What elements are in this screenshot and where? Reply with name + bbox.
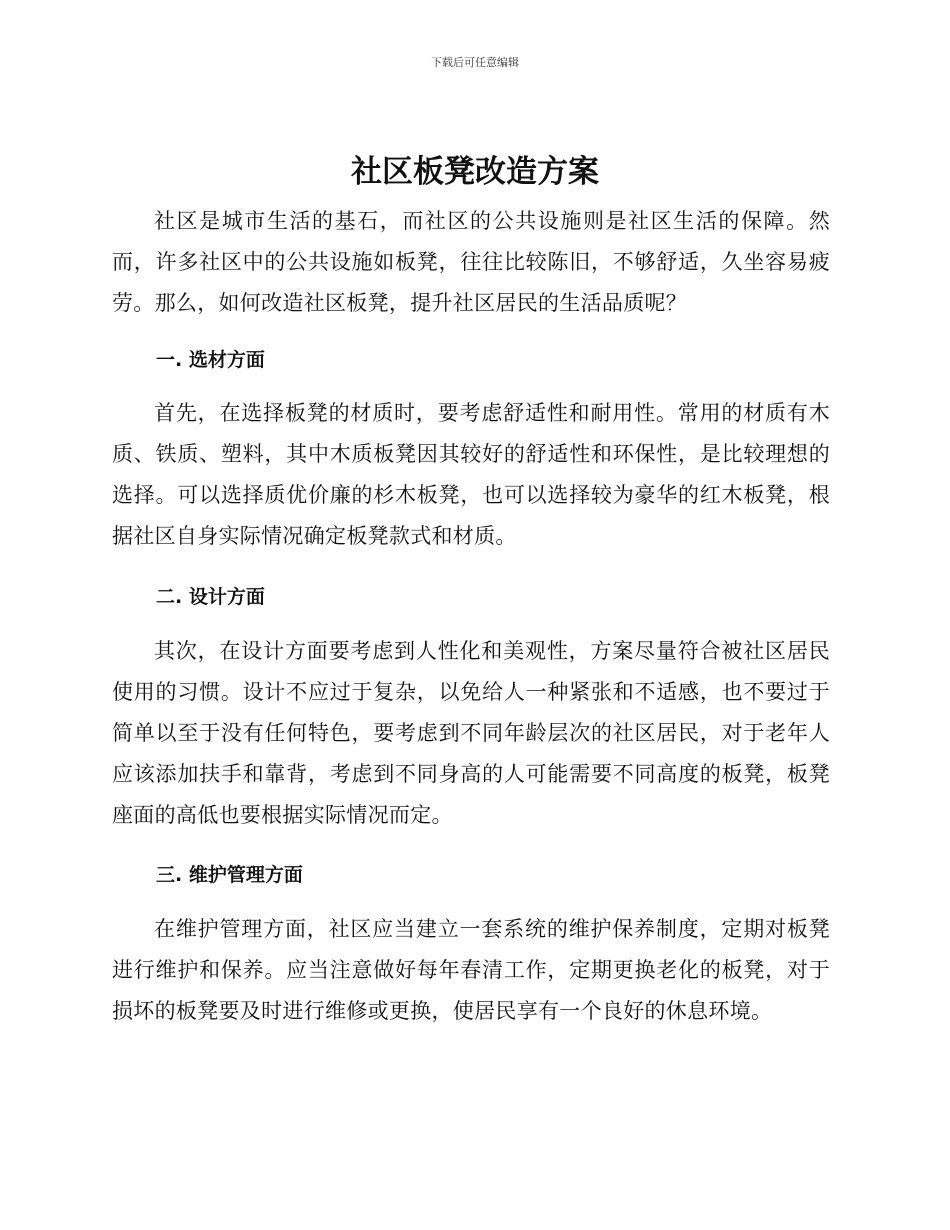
section-body-design: 其次，在设计方面要考虑到人性化和美观性，方案尽量符合被社区居民使用的习惯。设计不应过于复杂，以免给人一种紧张和不适感，也不要过于简单以至于没有任何特色，要考虑到不同年龄层次的社区居民，对于老年人应该添加扶手和靠背，考虑到不同身高的人可能需要不同高度的板凳，板凳座面的高低也要根据实际情况而定。	[112, 639, 830, 827]
page-header-note: 下载后可任意编辑	[431, 56, 519, 69]
intro-paragraph: 社区是城市生活的基石，而社区的公共设施则是社区生活的保障。然而，许多社区中的公共设施如板凳，往往比较陈旧，不够舒适，久坐容易疲劳。那么，如何改造社区板凳，提升社区居民的生活品质呢？	[112, 209, 830, 315]
section-heading-materials: 一. 选材方面	[156, 349, 265, 371]
document-title: 社区板凳改造方案	[351, 154, 599, 190]
section-heading-design: 二. 设计方面	[156, 586, 265, 608]
section-body-materials: 首先，在选择板凳的材质时，要考虑舒适性和耐用性。常用的材质有木质、铁质、塑料，其中木质板凳因其较好的舒适性和环保性，是比较理想的选择。可以选择质优价廉的杉木板凳，也可以选择较为豪华的红木板凳，根据社区自身实际情况确定板凳款式和材质。	[112, 401, 830, 548]
section-heading-maintenance: 三. 维护管理方面	[156, 864, 303, 886]
section-body-maintenance: 在维护管理方面，社区应当建立一套系统的维护保养制度，定期对板凳进行维护和保养。应当注意做好每年春清工作，定期更换老化的板凳，对于损坏的板凳要及时进行维修或更换，使居民享有一个良好的休息环境。	[112, 917, 830, 1023]
